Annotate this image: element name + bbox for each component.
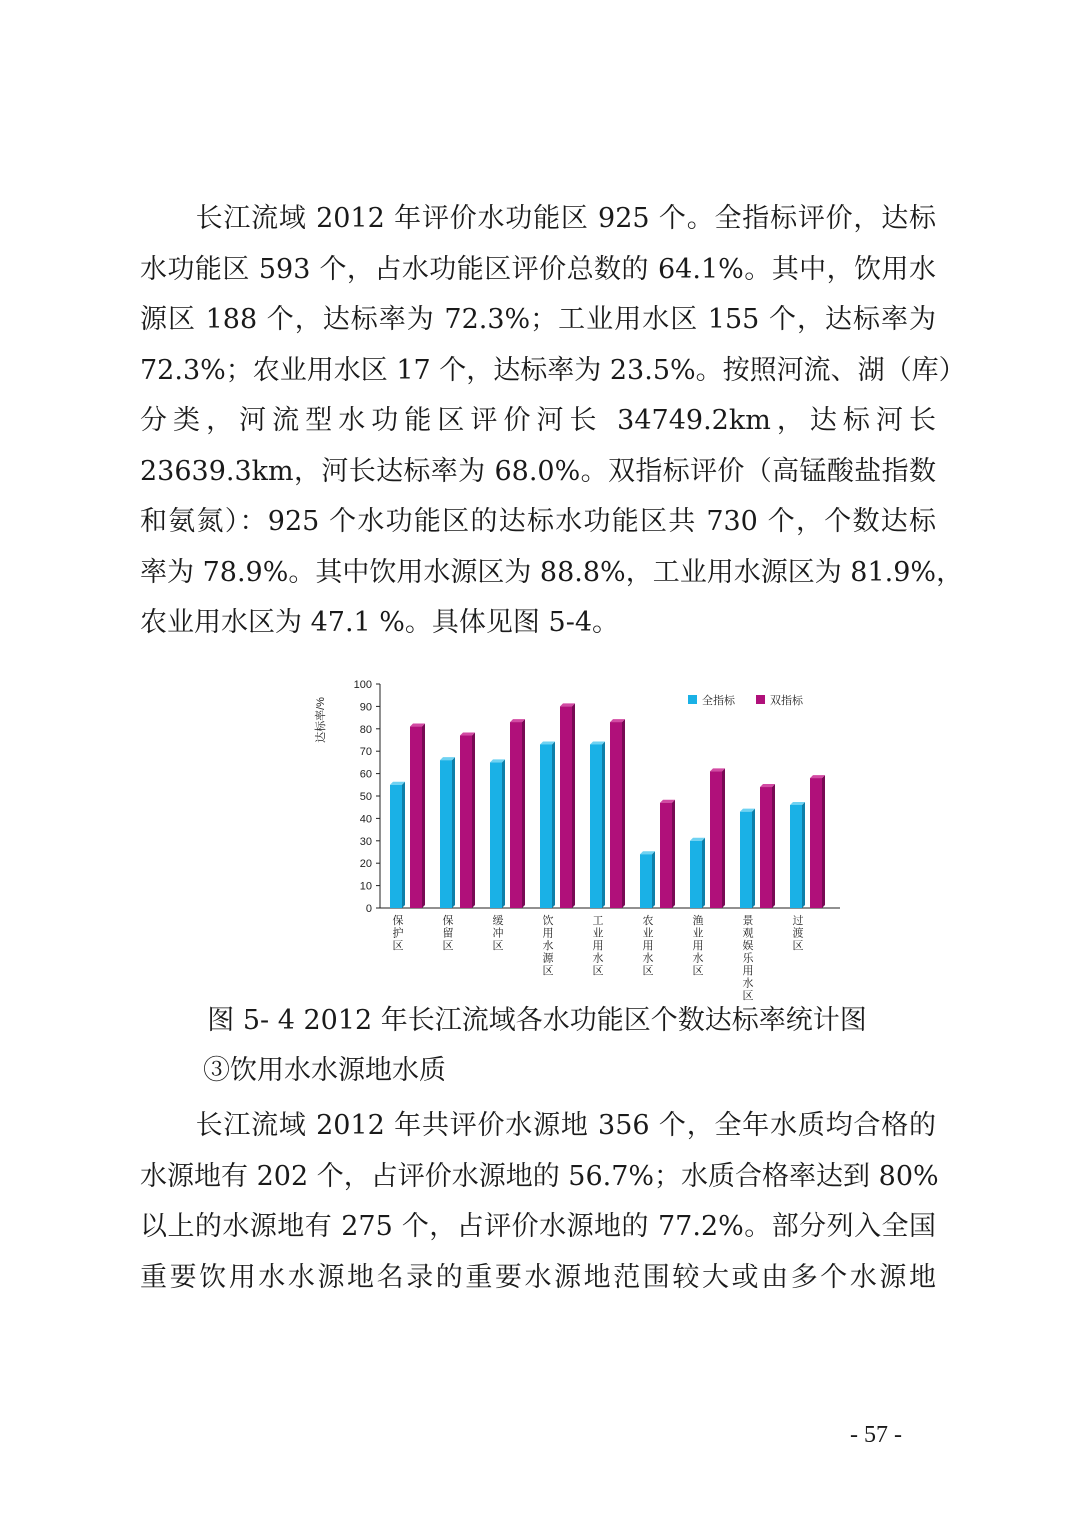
bar-side bbox=[752, 809, 755, 908]
bar-side bbox=[572, 703, 575, 908]
x-tick-label: 水 bbox=[742, 977, 754, 990]
y-tick-label: 40 bbox=[359, 813, 372, 826]
x-tick-label: 区 bbox=[692, 965, 704, 977]
paragraph-line: 23639.3km，河长达标率为 68.0%。双指标评价（高锰酸盐指数 bbox=[140, 455, 936, 487]
bar-full-index bbox=[740, 812, 752, 908]
bar-side bbox=[802, 802, 805, 908]
x-tick-label: 水 bbox=[542, 940, 554, 952]
bar-full-index bbox=[540, 744, 552, 908]
bar-full-index bbox=[640, 854, 652, 908]
bar-side bbox=[822, 775, 825, 908]
x-tick-label: 业 bbox=[592, 927, 604, 940]
x-tick-label: 护 bbox=[392, 927, 404, 940]
bar-side bbox=[702, 838, 705, 908]
x-tick-label: 留 bbox=[442, 927, 454, 940]
x-tick-labels bbox=[393, 913, 804, 1002]
bar-dual-index bbox=[810, 778, 822, 908]
bar-full-index bbox=[390, 785, 402, 908]
bar-dual-index bbox=[660, 803, 672, 908]
x-tick-label: 保 bbox=[442, 915, 454, 927]
y-tick-label: 60 bbox=[359, 768, 372, 781]
paragraph-line: 72.3%；农业用水区 17 个，达标率为 23.5%。按照河流、湖（库） bbox=[140, 354, 966, 386]
bar-dual-index bbox=[610, 722, 622, 908]
figure-caption: 图 5- 4 2012 年长江流域各水功能区个数达标率统计图 bbox=[207, 1005, 867, 1036]
x-tick-label: 娱 bbox=[742, 940, 754, 952]
paragraph-line: 水功能区 593 个，占水功能区评价总数的 64.1%。其中，饮用水 bbox=[140, 253, 936, 285]
x-tick-label: 区 bbox=[792, 940, 804, 952]
x-tick-label: 水 bbox=[592, 952, 604, 965]
bar-dual-index bbox=[760, 787, 772, 908]
y-tick-label: 10 bbox=[359, 880, 372, 893]
bar-chart bbox=[300, 670, 860, 1002]
bar-dual-index bbox=[510, 722, 522, 908]
bar-side bbox=[472, 733, 475, 908]
bar-side bbox=[602, 741, 605, 908]
section-subheading: ③饮用水水源地水质 bbox=[203, 1055, 446, 1086]
paragraph-line: 重要饮用水水源地名录的重要水源地范围较大或由多个水源地 bbox=[140, 1261, 936, 1293]
x-tick-label: 工 bbox=[592, 915, 604, 927]
legend-swatch bbox=[688, 695, 697, 704]
bar-side bbox=[772, 784, 775, 908]
paragraph-line: 长江流域 2012 年评价水功能区 925 个。全指标评价，达标 bbox=[140, 203, 936, 234]
y-axis-label: 达标率/% bbox=[315, 697, 327, 743]
x-tick-label: 冲 bbox=[492, 927, 504, 940]
x-tick-label: 缓 bbox=[492, 915, 504, 927]
page-number: - 57 - bbox=[850, 1422, 902, 1448]
paragraph-water-function-zones bbox=[140, 194, 966, 649]
bar-side bbox=[452, 757, 455, 908]
y-tick-label: 30 bbox=[359, 835, 372, 848]
x-tick-label: 农 bbox=[642, 915, 654, 927]
paragraph-line: 分类，河流型水功能区评价河长 34749.2km，达标河长 bbox=[140, 405, 936, 436]
x-tick-label: 用 bbox=[642, 940, 654, 952]
bar-side bbox=[422, 724, 425, 908]
legend-swatch bbox=[756, 695, 765, 704]
x-tick-label: 区 bbox=[592, 965, 604, 977]
x-tick-label: 渔 bbox=[692, 915, 704, 927]
y-tick-label: 80 bbox=[359, 723, 372, 736]
bar-dual-index bbox=[410, 727, 422, 908]
y-tick-label: 70 bbox=[359, 746, 372, 759]
bar-side bbox=[652, 851, 655, 908]
y-tick-label: 50 bbox=[359, 791, 372, 803]
x-tick-label: 区 bbox=[542, 965, 554, 977]
x-tick-label: 渡 bbox=[792, 927, 804, 940]
y-tick-label: 100 bbox=[353, 679, 372, 691]
bar-side bbox=[622, 719, 625, 908]
paragraph-line: 以上的水源地有 275 个，占评价水源地的 77.2%。部分列入全国 bbox=[140, 1211, 936, 1242]
x-tick-label: 业 bbox=[692, 927, 704, 940]
bar-dual-index bbox=[710, 771, 722, 908]
bar-side bbox=[552, 741, 555, 908]
x-tick-label: 乐 bbox=[742, 952, 754, 965]
paragraph-line: 长江流域 2012 年共评价水源地 356 个，全年水质均合格的 bbox=[140, 1110, 936, 1141]
bar-side bbox=[522, 719, 525, 908]
x-tick-label: 区 bbox=[642, 965, 654, 977]
y-tick-label: 0 bbox=[365, 903, 372, 915]
x-tick-label: 水 bbox=[642, 952, 654, 965]
x-tick-label: 饮 bbox=[542, 915, 554, 927]
paragraph-line: 率为 78.9%。其中饮用水源区为 88.8%，工业用水源区为 81.9%， bbox=[140, 556, 964, 588]
x-tick-label: 水 bbox=[692, 952, 704, 965]
x-tick-label: 业 bbox=[642, 927, 654, 940]
bar-dual-index bbox=[560, 706, 572, 908]
bar-full-index bbox=[690, 841, 702, 908]
legend-label: 全指标 bbox=[702, 695, 735, 707]
legend-label: 双指标 bbox=[770, 695, 803, 707]
chart-bars bbox=[390, 703, 825, 908]
paragraph-line: 和氨氮）：925 个水功能区的达标水功能区共 730 个，个数达标 bbox=[140, 506, 936, 537]
y-tick-label: 90 bbox=[359, 701, 372, 714]
paragraph-line: 农业用水区为 47.1 %。具体见图 5-4。 bbox=[140, 607, 619, 638]
y-tick-label: 20 bbox=[359, 858, 372, 871]
bar-side bbox=[722, 768, 725, 908]
x-tick-label: 区 bbox=[492, 940, 504, 952]
paragraph-line: 水源地有 202 个，占评价水源地的 56.7%；水质合格率达到 80% bbox=[140, 1160, 939, 1192]
x-tick-label: 用 bbox=[692, 940, 704, 952]
bar-full-index bbox=[790, 805, 802, 908]
x-tick-label: 用 bbox=[542, 927, 554, 940]
bar-side bbox=[672, 800, 675, 908]
paragraph-water-sources bbox=[140, 1101, 939, 1303]
chart-legend bbox=[688, 693, 804, 707]
x-tick-label: 区 bbox=[742, 990, 754, 1002]
bar-dual-index bbox=[460, 736, 472, 908]
x-tick-label: 源 bbox=[542, 952, 554, 965]
x-tick-label: 区 bbox=[442, 940, 454, 952]
x-tick-label: 过 bbox=[792, 915, 804, 927]
x-tick-label: 用 bbox=[742, 965, 754, 977]
x-tick-label: 景 bbox=[742, 915, 754, 927]
x-tick-label: 区 bbox=[392, 940, 404, 952]
bar-side bbox=[402, 782, 405, 908]
bar-full-index bbox=[440, 760, 452, 908]
x-tick-label: 用 bbox=[592, 940, 604, 952]
paragraph-line: 源区 188 个，达标率为 72.3%；工业用水区 155 个，达标率为 bbox=[140, 304, 936, 335]
bar-side bbox=[502, 759, 505, 908]
bar-full-index bbox=[490, 762, 502, 908]
bar-full-index bbox=[590, 744, 602, 908]
x-tick-label: 观 bbox=[742, 927, 754, 940]
x-tick-label: 保 bbox=[392, 915, 404, 927]
